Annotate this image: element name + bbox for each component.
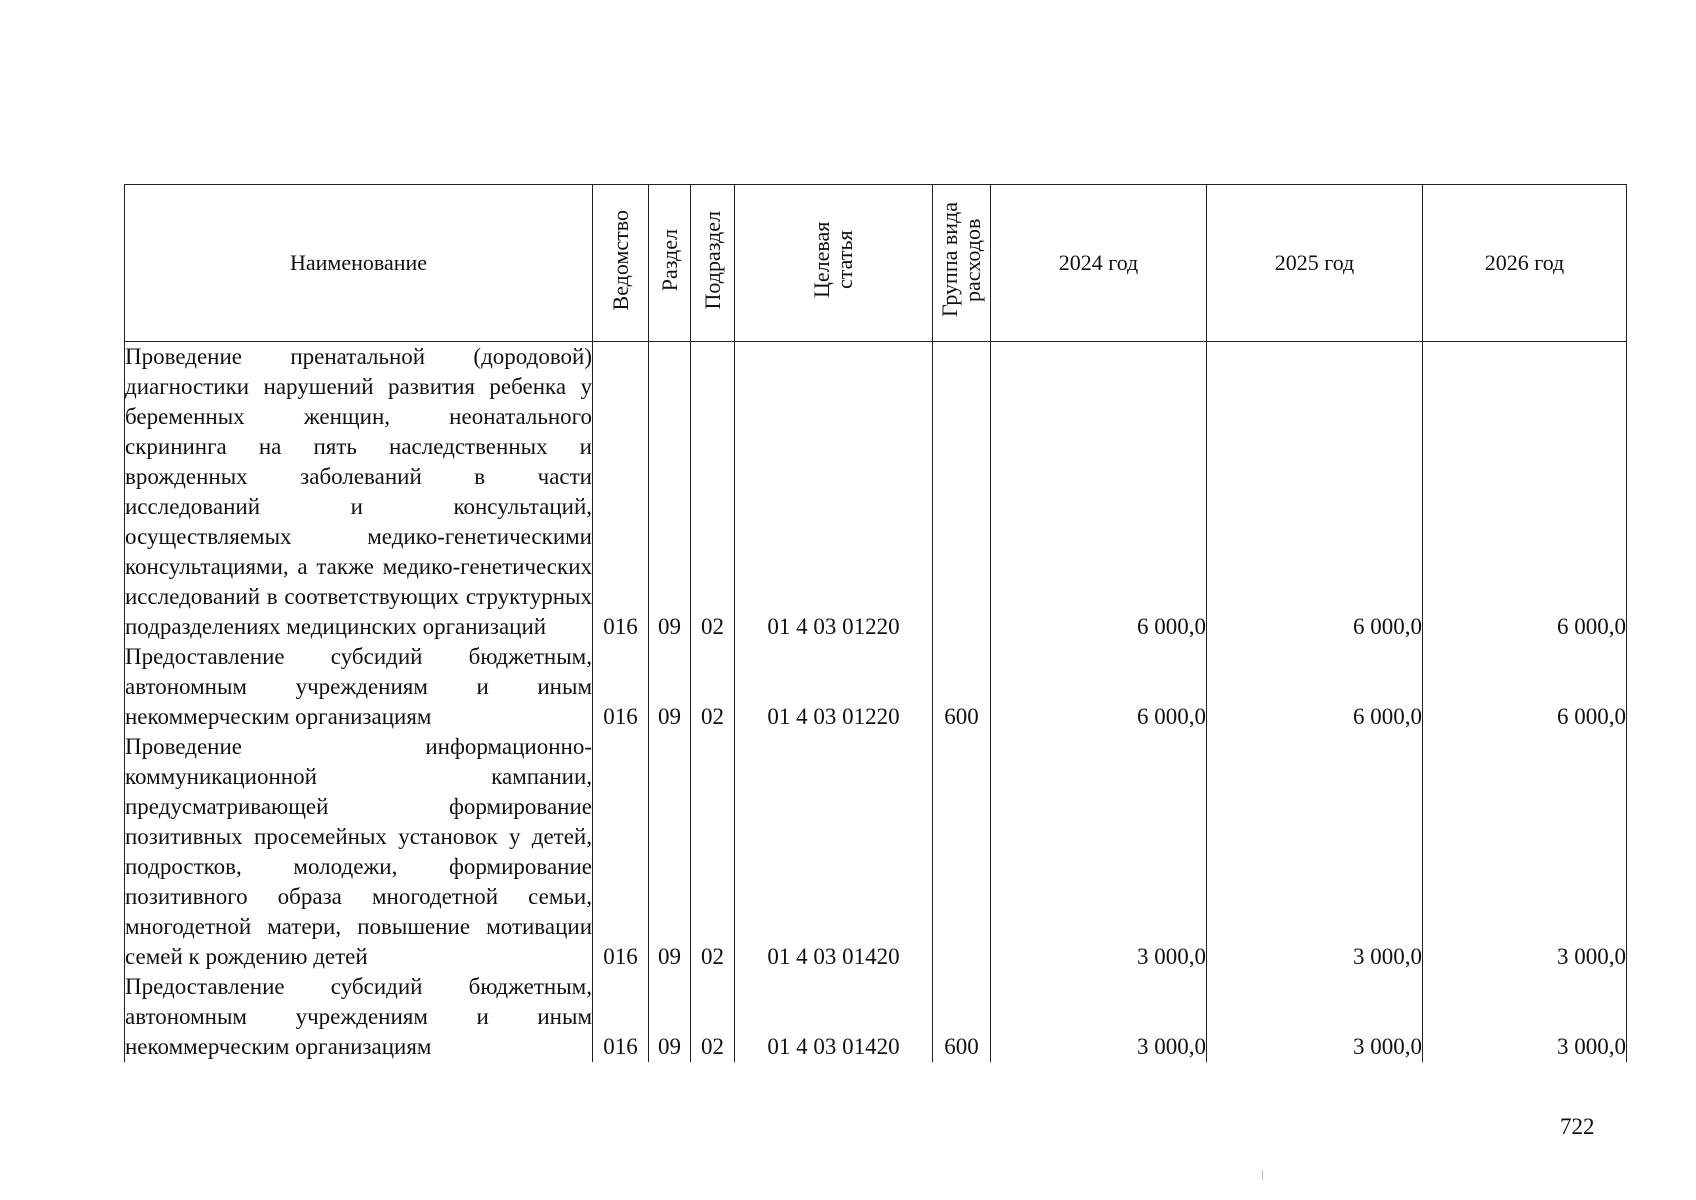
header-section: Раздел [649, 185, 691, 342]
header-row [125, 185, 1627, 342]
row-expense-group [933, 342, 991, 643]
row-subsection: 02 [691, 972, 735, 1062]
row-section: 09 [649, 342, 691, 643]
row-subsection: 02 [691, 342, 735, 643]
row-section: 09 [649, 972, 691, 1062]
table-row [125, 342, 1627, 643]
row-expense-group: 600 [933, 642, 991, 732]
row-2024: 6 000,0 [991, 342, 1207, 643]
row-2026: 6 000,0 [1423, 642, 1627, 732]
row-subsection: 02 [691, 732, 735, 972]
row-expense-group [933, 732, 991, 972]
header-dept: Ведомство [593, 185, 649, 342]
row-2026: 3 000,0 [1423, 972, 1627, 1062]
row-2024: 3 000,0 [991, 732, 1207, 972]
row-target: 01 4 03 01220 [735, 642, 933, 732]
row-name: Проведение информационно-коммуникационной кампании, предусматривающей формирование позитивных просемейных установок у детей, подростков, молодежи, формирование позитивного образа многодетной семьи, многодетной матери, повышение мотивации семей к рождению детей [125, 732, 593, 972]
table-row [125, 972, 1627, 1062]
row-name: Проведение пренатальной (дородовой) диагностики нарушений развития ребенка у беременных женщин, неонатального скрининга на пять наследственных и врожденных заболеваний в части исследований и консультаций, осуществляемых медико-генетическими консультациями, а также медико-генетических исследований в соответствующих структурных подразделениях медицинских организаций [125, 342, 593, 643]
row-name: Предоставление субсидий бюджетным, автономным учреждениям и иным некоммерческим организациям [125, 972, 593, 1062]
row-dept: 016 [593, 972, 649, 1062]
page-number: 722 [1560, 1114, 1595, 1139]
row-section: 09 [649, 732, 691, 972]
header-expense-group: Группа вида расходов [933, 185, 991, 342]
row-subsection: 02 [691, 642, 735, 732]
row-dept: 016 [593, 732, 649, 972]
header-2025: 2025 год [1207, 185, 1423, 342]
row-2024: 3 000,0 [991, 972, 1207, 1062]
row-2025: 3 000,0 [1207, 732, 1423, 972]
row-2025: 6 000,0 [1207, 342, 1423, 643]
row-2025: 6 000,0 [1207, 642, 1423, 732]
row-2026: 3 000,0 [1423, 732, 1627, 972]
row-name: Предоставление субсидий бюджетным, автономным учреждениям и иным некоммерческим организациям [125, 642, 593, 732]
row-dept: 016 [593, 642, 649, 732]
row-2024: 6 000,0 [991, 642, 1207, 732]
row-target: 01 4 03 01420 [735, 732, 933, 972]
header-2026: 2026 год [1423, 185, 1627, 342]
header-target: Целевая статья [735, 185, 933, 342]
row-2025: 3 000,0 [1207, 972, 1423, 1062]
row-section: 09 [649, 642, 691, 732]
row-target: 01 4 03 01220 [735, 342, 933, 643]
scan-mark [1262, 1170, 1263, 1180]
row-2026: 6 000,0 [1423, 342, 1627, 643]
table-row [125, 732, 1627, 972]
header-2024: 2024 год [991, 185, 1207, 342]
header-name: Наименование [125, 185, 593, 342]
budget-table [124, 184, 1627, 1062]
row-expense-group: 600 [933, 972, 991, 1062]
row-dept: 016 [593, 342, 649, 643]
header-subsection: Подраздел [691, 185, 735, 342]
row-target: 01 4 03 01420 [735, 972, 933, 1062]
table-row [125, 642, 1627, 732]
